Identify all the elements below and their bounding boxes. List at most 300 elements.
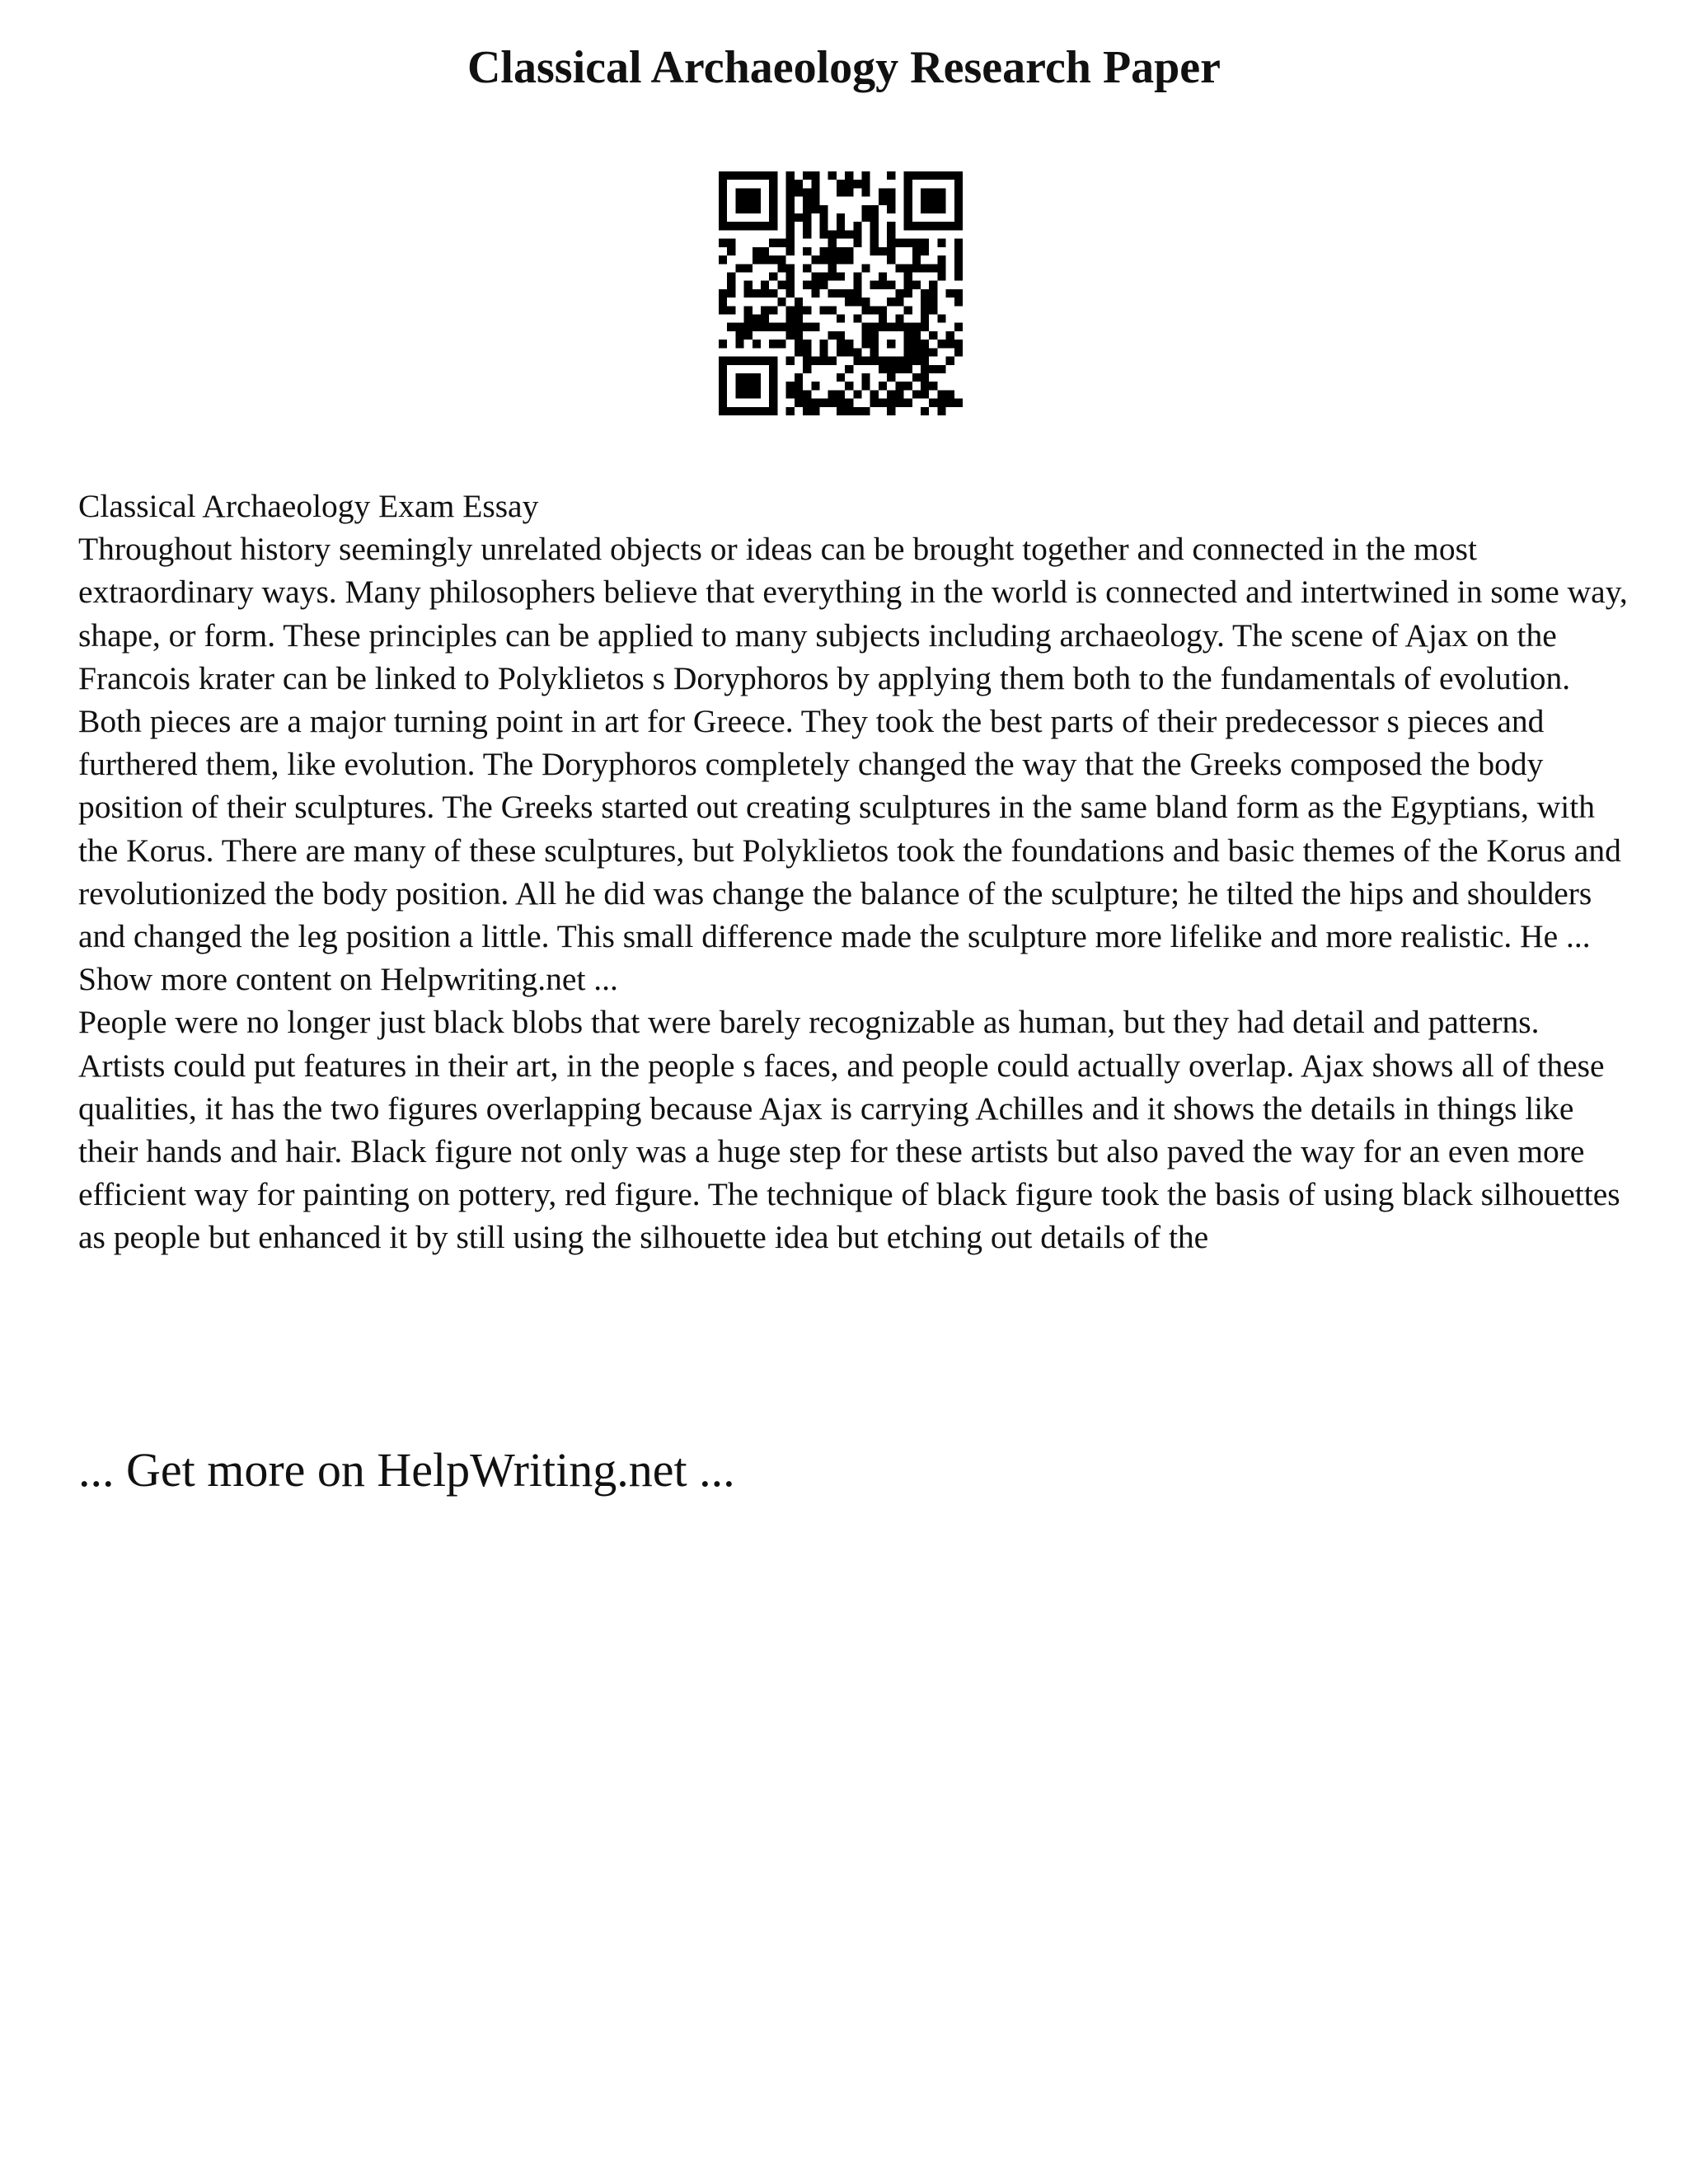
qr-module	[769, 399, 777, 407]
qr-module	[795, 331, 803, 340]
qr-module	[837, 340, 845, 348]
qr-module	[895, 239, 903, 247]
qr-module	[735, 382, 743, 390]
qr-module	[803, 247, 811, 255]
qr-module	[912, 357, 921, 365]
qr-module	[727, 289, 735, 298]
qr-module	[853, 222, 861, 230]
qr-module	[895, 315, 903, 323]
get-more-link[interactable]: ... Get more on HelpWriting.net ...	[78, 1443, 735, 1497]
qr-module	[786, 382, 795, 390]
qr-module	[954, 247, 963, 255]
qr-module	[929, 382, 937, 390]
qr-module	[904, 365, 912, 373]
qr-module	[862, 323, 870, 331]
qr-module	[853, 289, 861, 298]
qr-module	[753, 171, 761, 180]
qr-module	[735, 264, 743, 272]
qr-module	[744, 357, 753, 365]
qr-module	[769, 382, 777, 390]
qr-module	[753, 247, 761, 255]
qr-module	[777, 264, 785, 272]
qr-module	[735, 197, 743, 205]
qr-module	[795, 323, 803, 331]
essay-paragraph-3: People were no longer just black blobs that were barely recognizable as human, but they had detail and patterns. Artists could put features in their art, in the people s faces, and people could actually overlap. Ajax shows all of these qualities, it has the two figures overlapping because Ajax is carrying Achilles and it shows the details in things like their hands and hair. Black figure not only was a huge step for these artists but also paved the way for an even more efficient way for painting on pottery, red figure. The technique of black figure took the basis of using black silhouettes as people but enhanced it by still using the silhouette idea but etching out details of the	[78, 1004, 1620, 1256]
qr-module	[937, 315, 945, 323]
qr-module	[904, 188, 912, 196]
qr-module	[819, 399, 828, 407]
qr-module	[735, 205, 743, 213]
qr-module	[753, 315, 761, 323]
qr-module	[744, 222, 753, 230]
qr-module	[887, 390, 895, 398]
qr-module	[845, 340, 853, 348]
qr-module	[735, 331, 743, 340]
qr-module	[819, 222, 828, 230]
qr-module	[744, 205, 753, 213]
qr-module	[954, 399, 963, 407]
qr-module	[819, 281, 828, 289]
qr-module	[744, 264, 753, 272]
qr-module	[845, 255, 853, 264]
qr-module	[912, 348, 921, 356]
qr-code-icon[interactable]	[719, 171, 963, 415]
qr-module	[870, 213, 879, 222]
qr-module	[735, 222, 743, 230]
qr-module	[887, 298, 895, 306]
qr-module	[946, 289, 954, 298]
qr-module	[735, 407, 743, 415]
qr-module	[753, 255, 761, 264]
qr-module	[921, 239, 929, 247]
qr-module	[837, 188, 845, 196]
qr-module	[870, 340, 879, 348]
qr-module	[837, 407, 845, 415]
qr-module	[777, 255, 785, 264]
qr-module	[895, 390, 903, 398]
qr-module	[811, 323, 819, 331]
qr-module	[819, 247, 828, 255]
qr-module	[786, 390, 795, 398]
qr-module	[921, 373, 929, 382]
qr-module	[887, 357, 895, 365]
qr-module	[803, 197, 811, 205]
qr-module	[954, 197, 963, 205]
qr-module	[921, 197, 929, 205]
qr-module	[845, 365, 853, 373]
qr-module	[912, 239, 921, 247]
qr-module	[921, 188, 929, 196]
qr-module	[803, 281, 811, 289]
qr-module	[828, 272, 837, 280]
qr-module	[870, 247, 879, 255]
qr-module	[811, 407, 819, 415]
qr-module	[744, 281, 753, 289]
qr-module	[862, 213, 870, 222]
qr-module	[904, 306, 912, 314]
qr-module	[837, 289, 845, 298]
qr-module	[811, 188, 819, 196]
qr-module	[895, 382, 903, 390]
qr-module	[845, 289, 853, 298]
qr-module	[845, 407, 853, 415]
qr-module	[845, 247, 853, 255]
qr-module	[895, 365, 903, 373]
qr-module	[786, 323, 795, 331]
qr-module	[921, 357, 929, 365]
qr-module	[853, 357, 861, 365]
qr-module	[904, 348, 912, 356]
essay-paragraph-1: Throughout history seemingly unrelated objects or ideas can be brought together and connected in the most extraordinary ways. Many philosophers believe that everything in the world is connected and intertwined in some way, shape, or form. These principles can be applied to many subjects including archaeology. The scene of Ajax on the Francois krater can be linked to Polyklietos s Doryphoros by applying them both to the fundamentals of evolution.	[78, 531, 1628, 696]
qr-module	[904, 382, 912, 390]
qr-module	[803, 264, 811, 272]
qr-module	[769, 205, 777, 213]
qr-code-graphic	[719, 171, 963, 415]
qr-module	[753, 340, 761, 348]
qr-module	[912, 390, 921, 398]
qr-module	[719, 222, 727, 230]
qr-module	[837, 255, 845, 264]
qr-module	[937, 390, 945, 398]
qr-module	[887, 399, 895, 407]
qr-module	[769, 197, 777, 205]
qr-module	[719, 407, 727, 415]
qr-module	[769, 340, 777, 348]
qr-module	[870, 331, 879, 340]
qr-module	[719, 213, 727, 222]
qr-module	[786, 188, 795, 196]
qr-module	[761, 171, 769, 180]
qr-module	[954, 323, 963, 331]
qr-module	[879, 272, 887, 280]
qr-module	[921, 315, 929, 323]
qr-module	[769, 289, 777, 298]
qr-module	[719, 399, 727, 407]
qr-module	[828, 264, 837, 272]
qr-module	[786, 222, 795, 230]
qr-module	[887, 171, 895, 180]
qr-module	[954, 340, 963, 348]
qr-module	[828, 399, 837, 407]
qr-module	[795, 382, 803, 390]
qr-module	[837, 247, 845, 255]
qr-module	[795, 298, 803, 306]
qr-module	[811, 382, 819, 390]
qr-module	[862, 340, 870, 348]
qr-module	[727, 407, 735, 415]
qr-module	[735, 323, 743, 331]
qr-module	[912, 247, 921, 255]
qr-module	[735, 188, 743, 196]
qr-module	[803, 171, 811, 180]
qr-module	[887, 281, 895, 289]
qr-module	[845, 230, 853, 238]
qr-module	[904, 239, 912, 247]
qr-module	[921, 264, 929, 272]
qr-module	[727, 357, 735, 365]
qr-module	[744, 323, 753, 331]
qr-module	[719, 298, 727, 306]
qr-module	[879, 306, 887, 314]
qr-module	[853, 315, 861, 323]
qr-module	[929, 171, 937, 180]
qr-module	[786, 171, 795, 180]
qr-module	[895, 298, 903, 306]
qr-module	[786, 281, 795, 289]
qr-module	[735, 171, 743, 180]
qr-module	[921, 289, 929, 298]
qr-module	[761, 289, 769, 298]
qr-module	[904, 213, 912, 222]
qr-module	[946, 331, 954, 340]
qr-module	[719, 289, 727, 298]
qr-module	[803, 306, 811, 314]
qr-module	[946, 222, 954, 230]
qr-module	[786, 357, 795, 365]
qr-module	[845, 188, 853, 196]
qr-module	[912, 255, 921, 264]
qr-module	[853, 272, 861, 280]
qr-module	[954, 264, 963, 272]
qr-module	[777, 340, 785, 348]
qr-module	[954, 205, 963, 213]
qr-module	[811, 171, 819, 180]
qr-module	[904, 331, 912, 340]
qr-module	[753, 222, 761, 230]
qr-module	[929, 331, 937, 340]
qr-module	[921, 390, 929, 398]
qr-module	[937, 222, 945, 230]
qr-module	[937, 255, 945, 264]
qr-module	[879, 188, 887, 196]
qr-module	[929, 298, 937, 306]
qr-module	[769, 180, 777, 188]
qr-module	[954, 213, 963, 222]
qr-module	[719, 188, 727, 196]
qr-module	[904, 289, 912, 298]
qr-module	[803, 213, 811, 222]
qr-module	[811, 289, 819, 298]
qr-module	[887, 188, 895, 196]
qr-module	[719, 239, 727, 247]
qr-module	[753, 289, 761, 298]
qr-module	[795, 306, 803, 314]
qr-module	[769, 239, 777, 247]
qr-module	[761, 281, 769, 289]
qr-module	[870, 357, 879, 365]
qr-module	[937, 197, 945, 205]
qr-module	[769, 407, 777, 415]
qr-module	[862, 373, 870, 382]
qr-module	[870, 323, 879, 331]
qr-module	[819, 230, 828, 238]
qr-module	[929, 348, 937, 356]
qr-module	[887, 407, 895, 415]
qr-module	[845, 171, 853, 180]
qr-module	[904, 222, 912, 230]
essay-body	[78, 485, 1628, 1259]
qr-module	[904, 399, 912, 407]
qr-module	[735, 373, 743, 382]
qr-module	[929, 281, 937, 289]
qr-module	[862, 188, 870, 196]
qr-module	[921, 340, 929, 348]
qr-module	[862, 205, 870, 213]
qr-module	[828, 230, 837, 238]
qr-module	[803, 357, 811, 365]
qr-module	[912, 331, 921, 340]
qr-module	[803, 323, 811, 331]
qr-module	[862, 298, 870, 306]
qr-module	[761, 407, 769, 415]
qr-module	[879, 323, 887, 331]
qr-module	[921, 306, 929, 314]
qr-module	[769, 171, 777, 180]
qr-module	[887, 255, 895, 264]
qr-module	[744, 390, 753, 398]
qr-module	[870, 239, 879, 247]
qr-module	[744, 306, 753, 314]
qr-module	[753, 373, 761, 382]
qr-module	[744, 373, 753, 382]
qr-module	[828, 239, 837, 247]
qr-module	[769, 323, 777, 331]
qr-module	[870, 390, 879, 398]
qr-module	[769, 213, 777, 222]
qr-module	[837, 315, 845, 323]
qr-module	[895, 399, 903, 407]
qr-module	[819, 213, 828, 222]
qr-module	[954, 188, 963, 196]
qr-module	[828, 255, 837, 264]
qr-module	[904, 180, 912, 188]
qr-module	[879, 357, 887, 365]
qr-module	[904, 264, 912, 272]
qr-module	[761, 315, 769, 323]
qr-module	[904, 272, 912, 280]
qr-module	[811, 272, 819, 280]
qr-module	[921, 222, 929, 230]
qr-module	[921, 298, 929, 306]
qr-module	[837, 390, 845, 398]
qr-module	[937, 188, 945, 196]
qr-module	[786, 230, 795, 238]
qr-module	[828, 331, 837, 340]
qr-module	[929, 306, 937, 314]
qr-module	[887, 222, 895, 230]
qr-module	[786, 264, 795, 272]
qr-module	[921, 407, 929, 415]
qr-module	[887, 247, 895, 255]
qr-module	[946, 171, 954, 180]
qr-module	[904, 340, 912, 348]
qr-module	[769, 188, 777, 196]
qr-module	[921, 323, 929, 331]
qr-module	[753, 188, 761, 196]
qr-module	[719, 255, 727, 264]
qr-module	[912, 222, 921, 230]
qr-module	[719, 382, 727, 390]
qr-module	[795, 315, 803, 323]
qr-module	[753, 390, 761, 398]
qr-module	[819, 306, 828, 314]
qr-module	[853, 180, 861, 188]
qr-module	[744, 289, 753, 298]
qr-module	[719, 340, 727, 348]
qr-module	[803, 348, 811, 356]
qr-module	[837, 348, 845, 356]
show-more-link[interactable]: Show more content on Helpwriting.net ...	[78, 961, 618, 998]
qr-module	[946, 357, 954, 365]
qr-module	[929, 289, 937, 298]
qr-module	[887, 373, 895, 382]
qr-module	[786, 272, 795, 280]
qr-module	[727, 239, 735, 247]
qr-module	[744, 315, 753, 323]
qr-module	[744, 407, 753, 415]
qr-module	[879, 197, 887, 205]
qr-module	[803, 340, 811, 348]
qr-module	[828, 247, 837, 255]
qr-module	[879, 281, 887, 289]
qr-module	[819, 357, 828, 365]
qr-module	[853, 390, 861, 398]
qr-module	[912, 340, 921, 348]
qr-module	[744, 197, 753, 205]
qr-module	[845, 180, 853, 188]
qr-module	[929, 264, 937, 272]
qr-module	[862, 382, 870, 390]
qr-module	[937, 407, 945, 415]
qr-module	[887, 239, 895, 247]
qr-module	[719, 390, 727, 398]
qr-module	[795, 180, 803, 188]
qr-module	[744, 171, 753, 180]
qr-module	[954, 272, 963, 280]
qr-module	[912, 323, 921, 331]
qr-module	[895, 289, 903, 298]
qr-module	[912, 171, 921, 180]
qr-module	[795, 340, 803, 348]
qr-module	[946, 390, 954, 398]
qr-module	[786, 315, 795, 323]
qr-module	[954, 239, 963, 247]
qr-module	[845, 298, 853, 306]
qr-module	[803, 399, 811, 407]
qr-module	[777, 239, 785, 247]
qr-module	[769, 222, 777, 230]
qr-module	[904, 357, 912, 365]
qr-module	[786, 306, 795, 314]
qr-module	[803, 188, 811, 196]
qr-module	[828, 357, 837, 365]
qr-module	[719, 373, 727, 382]
qr-module	[845, 348, 853, 356]
essay-heading: Classical Archaeology Exam Essay	[78, 488, 539, 524]
qr-module	[769, 255, 777, 264]
qr-module	[921, 348, 929, 356]
qr-module	[895, 264, 903, 272]
qr-module	[803, 390, 811, 398]
qr-module	[862, 306, 870, 314]
qr-module	[753, 323, 761, 331]
qr-module	[761, 255, 769, 264]
qr-module	[862, 407, 870, 415]
qr-module	[862, 171, 870, 180]
qr-module	[862, 357, 870, 365]
qr-module	[912, 264, 921, 272]
qr-module	[837, 222, 845, 230]
